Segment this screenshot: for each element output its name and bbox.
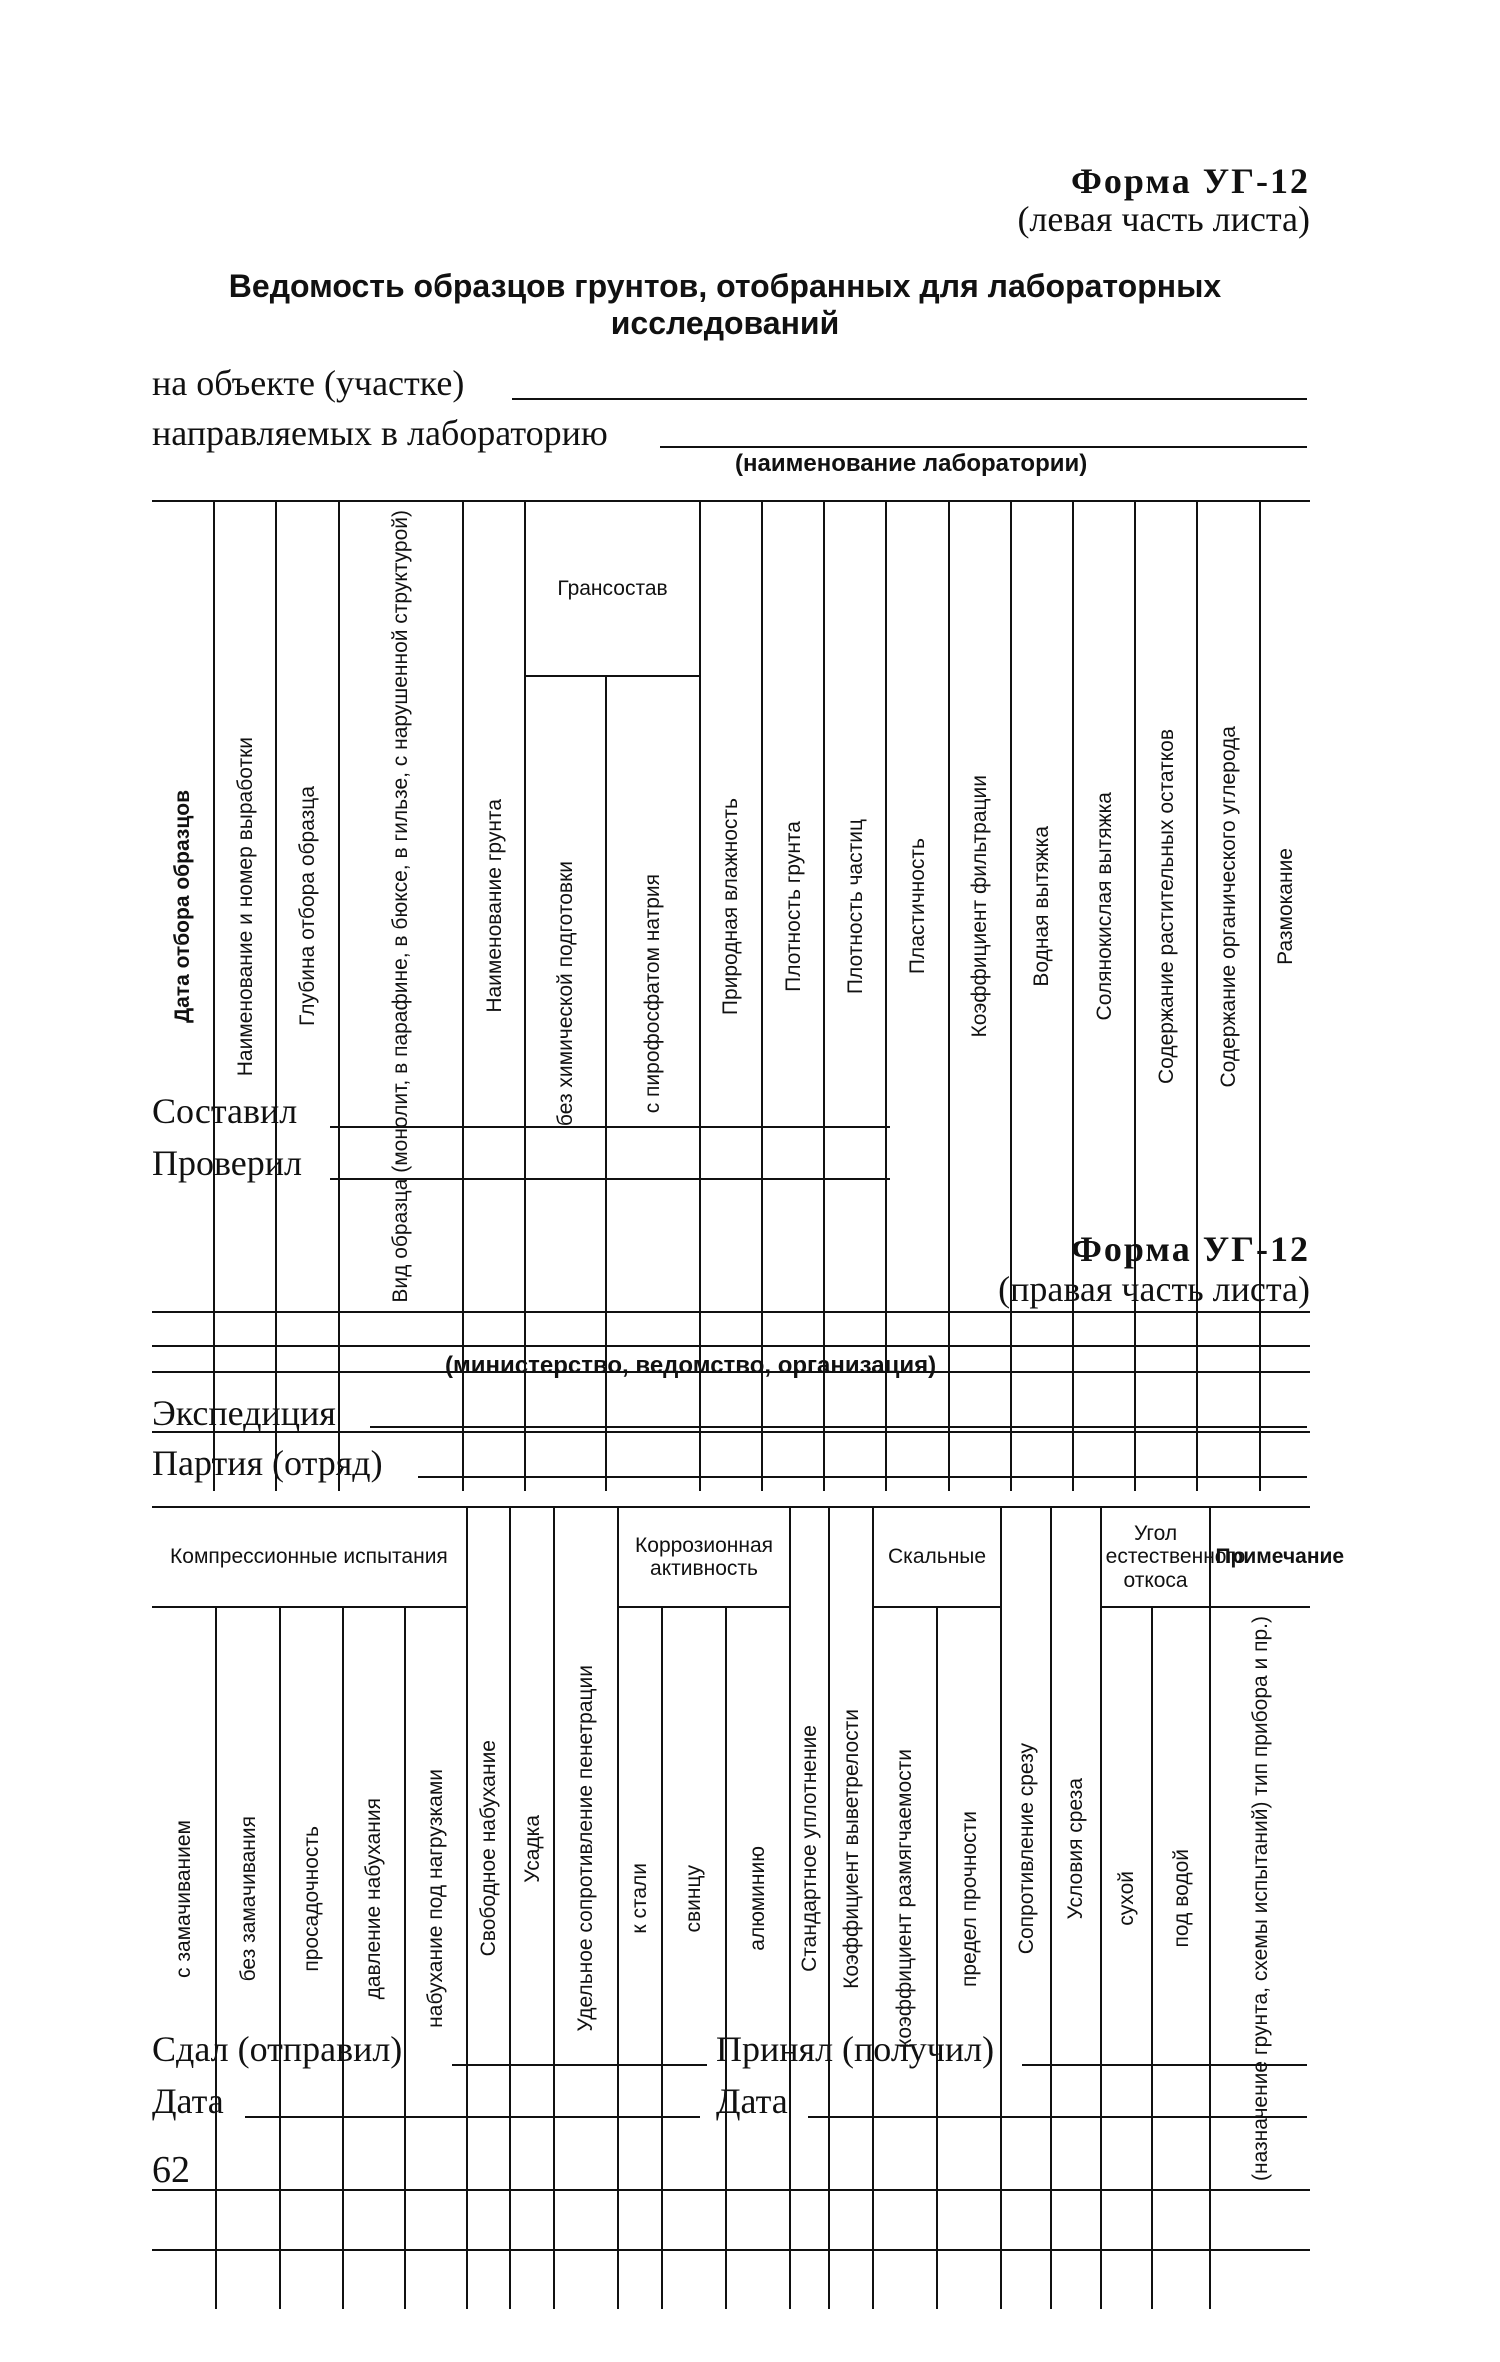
ministry-hint: (министерство, ведомство, организация) <box>445 1352 937 1379</box>
right-form-part: (правая часть листа) <box>998 1269 1310 1309</box>
left-form-part: (левая часть листа) <box>1017 199 1310 239</box>
expedition-field[interactable] <box>370 1426 1307 1428</box>
col-particle-density: Плотность частиц <box>824 501 886 1312</box>
col-sampling-depth: Глубина отбора образца <box>276 501 338 1312</box>
col-corrosion-lead: свинцу <box>662 1607 726 2190</box>
lab-hint: (наименование лаборатории) <box>735 450 1088 477</box>
col-free-swelling: Свободное набухание <box>467 1507 511 2190</box>
group-angle-of-repose: Угол естественного откоса <box>1101 1507 1211 1607</box>
expedition-label: Экспедиция <box>152 1393 336 1433</box>
compiled-label: Составил <box>152 1091 298 1131</box>
group-note: Примечание <box>1210 1507 1310 1607</box>
col-standard-compaction: Стандартное уплотнение <box>790 1507 829 2190</box>
col-swelling-under-load: набухание под нагрузками <box>405 1607 467 2190</box>
object-field[interactable] <box>512 398 1307 400</box>
date-label-sent: Дата <box>152 2081 224 2121</box>
col-grain-no-chemical: без химической подготовки <box>525 676 605 1311</box>
party-field[interactable] <box>418 1476 1307 1478</box>
object-label: на объекте (участке) <box>152 363 465 403</box>
col-strength-limit: предел прочности <box>937 1607 1001 2190</box>
col-shear-conditions: Условия среза <box>1051 1507 1101 2190</box>
lab-label: направляемых в лабораторию <box>152 413 608 453</box>
col-swelling-pressure: давление набухания <box>343 1607 405 2190</box>
ministry-field[interactable] <box>152 1345 1310 1347</box>
right-data-row <box>152 2190 1310 2250</box>
col-corrosion-aluminum: алюминию <box>726 1607 790 2190</box>
left-samples-table <box>152 500 1310 1491</box>
col-without-soaking: без замачивания <box>216 1607 280 2190</box>
col-filtration-coefficient: Коэффициент фильтрации <box>949 501 1011 1312</box>
sent-field[interactable] <box>452 2064 707 2066</box>
col-corrosion-steel: к стали <box>618 1607 662 2190</box>
checked-label: Проверил <box>152 1143 302 1183</box>
col-angle-dry: сухой <box>1101 1607 1153 2190</box>
party-label: Партия (отряд) <box>152 1443 383 1483</box>
document-title-line-1: Ведомость образцов грунтов, отобранных для лабораторных <box>228 268 1222 304</box>
col-sample-date: Дата отбора образцов <box>152 501 214 1312</box>
col-shear-resistance: Сопротивление срезу <box>1001 1507 1051 2190</box>
right-data-row <box>152 2250 1310 2309</box>
compiled-field[interactable] <box>330 1126 890 1128</box>
date-label-received: Дата <box>716 2081 788 2121</box>
sent-label: Сдал (отправил) <box>152 2029 403 2069</box>
col-penetration-resistance: Удельное сопротивление пенетрации <box>554 1507 618 2190</box>
col-plant-residues: Содержание растительных остатков <box>1135 501 1197 1312</box>
col-weathering-coefficient: Коэффициент выветрелости <box>829 1507 873 2190</box>
col-soil-name: Наименование грунта <box>463 501 525 1312</box>
group-compression-tests: Компрессионные испытания <box>152 1507 467 1607</box>
group-rock: Скальные <box>873 1507 1001 1607</box>
col-soil-density: Плотность грунта <box>762 501 824 1312</box>
col-hydrochloric-extract: Солянокислая вытяжка <box>1073 501 1135 1312</box>
col-shrinkage: Усадка <box>510 1507 554 2190</box>
date-sent-field[interactable] <box>245 2116 700 2118</box>
group-grain-composition: Грансостав <box>525 501 700 676</box>
page-number: 62 <box>152 2149 190 2191</box>
col-soaking: Размокание <box>1260 501 1310 1312</box>
received-label: Принял (получил) <box>716 2029 995 2069</box>
left-form-label: Форма УГ-12 <box>1071 161 1310 201</box>
document-title-line-2: исследований <box>610 304 840 341</box>
right-tests-table <box>152 1506 1345 2309</box>
col-grain-pyrophosphate: с пирофосфатом натрия <box>606 676 700 1311</box>
col-subsidence: просадочность <box>280 1607 342 2190</box>
group-corrosion-activity: Коррозионная активность <box>618 1507 790 1607</box>
col-with-soaking: с замачиванием <box>152 1607 216 2190</box>
col-angle-underwater: под водой <box>1152 1607 1210 2190</box>
col-plasticity: Пластичность <box>886 501 948 1312</box>
right-form-label: Форма УГ-12 <box>1071 1229 1310 1269</box>
lab-field[interactable] <box>660 446 1307 448</box>
col-excavation-name: Наименование и номер выработки <box>214 501 276 1312</box>
received-field[interactable] <box>1022 2064 1307 2066</box>
col-note-details: (назначение грунта, схемы испытаний) тип прибора и пр.) <box>1210 1607 1310 2190</box>
date-received-field[interactable] <box>808 2116 1307 2118</box>
col-softening-coefficient: коэффициент размягчаемости <box>873 1607 937 2190</box>
checked-field[interactable] <box>330 1178 890 1180</box>
col-water-extract: Водная вытяжка <box>1011 501 1073 1312</box>
col-sample-type: Вид образца (монолит, в парафине, в бюксе, в гильзе, с нарушенной структурой) <box>339 501 463 1312</box>
document-title <box>150 268 1300 342</box>
col-organic-carbon: Содержание органического углерода <box>1197 501 1259 1312</box>
col-natural-moisture: Природная влажность <box>700 501 762 1312</box>
